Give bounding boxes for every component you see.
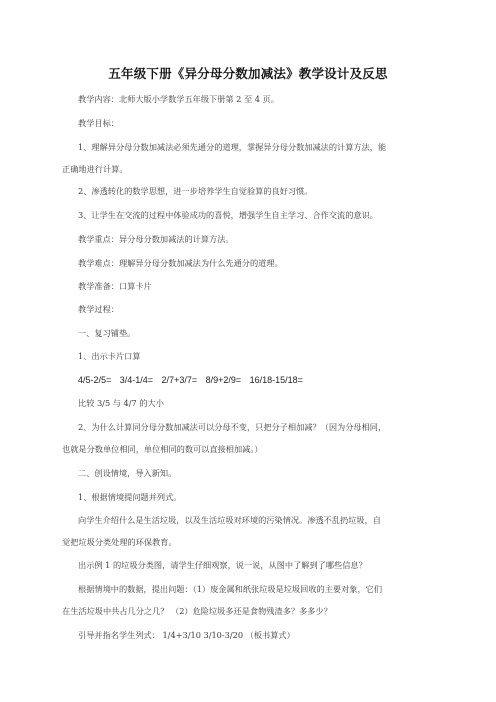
question-line-1: 根据情境中的数据，提出问题：（1）废金属和纸张垃圾是垃圾回收的主要对象，它们 xyxy=(78,584,383,594)
step-2-line-1: 2、为什么计算同分母分数加减法可以分母不变，只把分子相加减？（因为分母相同， xyxy=(78,422,387,432)
section-2-heading: 二、创设情境，导入新知。 xyxy=(78,468,177,478)
intro-line-1: 向学生介绍什么是生活垃圾，以及生活垃圾对环境的污染情况。渗透不乱扔垃圾，自 xyxy=(78,515,381,525)
guide-expressions: 引导并指名学生列式： 1/4+3/10 3/10-3/20 （板书算式） xyxy=(78,630,295,640)
goal-3: 3、让学生在交流的过程中体验成功的喜悦，增强学生自主学习、合作交流的意识。 xyxy=(78,210,378,220)
situation-step-1: 1、根据情境提问题并列式。 xyxy=(78,492,182,502)
key-point: 教学重点：异分母分数加减法的计算方法。 xyxy=(78,234,234,244)
question-line-2: 在生活垃圾中共占几分之几？ （2）危险垃圾多还是食物残渣多？多多少？ xyxy=(62,606,332,616)
goals-heading: 教学目标： xyxy=(78,118,119,128)
difficulty: 教学难点：理解异分母分数加减法为什么先通分的道理。 xyxy=(78,258,283,268)
goal-2: 2、渗透转化的数学思想，进一步培养学生自觉验算的良好习惯。 xyxy=(78,186,313,196)
oral-calc-expressions: 4/5-2/5= 3/4-1/4= 2/7+3/7= 8/9+2/9= 16/18-15/18= xyxy=(78,375,303,385)
example-1: 出示例 1 的垃圾分类图，请学生仔细观察，说一说，从图中了解到了哪些信息？ xyxy=(78,560,367,570)
step-2-line-2: 也就是分数单位相同，单位相同的数可以直接相加减。） xyxy=(62,444,263,454)
preparation: 教学准备：口算卡片 xyxy=(78,281,152,291)
section-1-heading: 一、复习铺垫。 xyxy=(78,328,136,338)
goal-1-line-2: 正确地进行计算。 xyxy=(62,164,128,174)
intro-line-2: 觉把垃圾分类处理的环保教育。 xyxy=(62,537,177,547)
goal-1-line-1: 1、理解异分母分数加减法必须先通分的道理，掌握异分母分数加减法的计算方法，能 xyxy=(78,142,387,152)
teaching-content: 教学内容：北师大版小学数学五年级下册第 2 至 4 页。 xyxy=(78,94,279,104)
step-1: 1、出示卡片口算 xyxy=(78,351,141,361)
page-title: 五年级下册《异分母分数加减法》教学设计及反思 xyxy=(108,66,388,81)
compare-fractions: 比较 3/5 与 4/7 的大小 xyxy=(78,398,164,408)
process-heading: 教学过程： xyxy=(78,304,119,314)
